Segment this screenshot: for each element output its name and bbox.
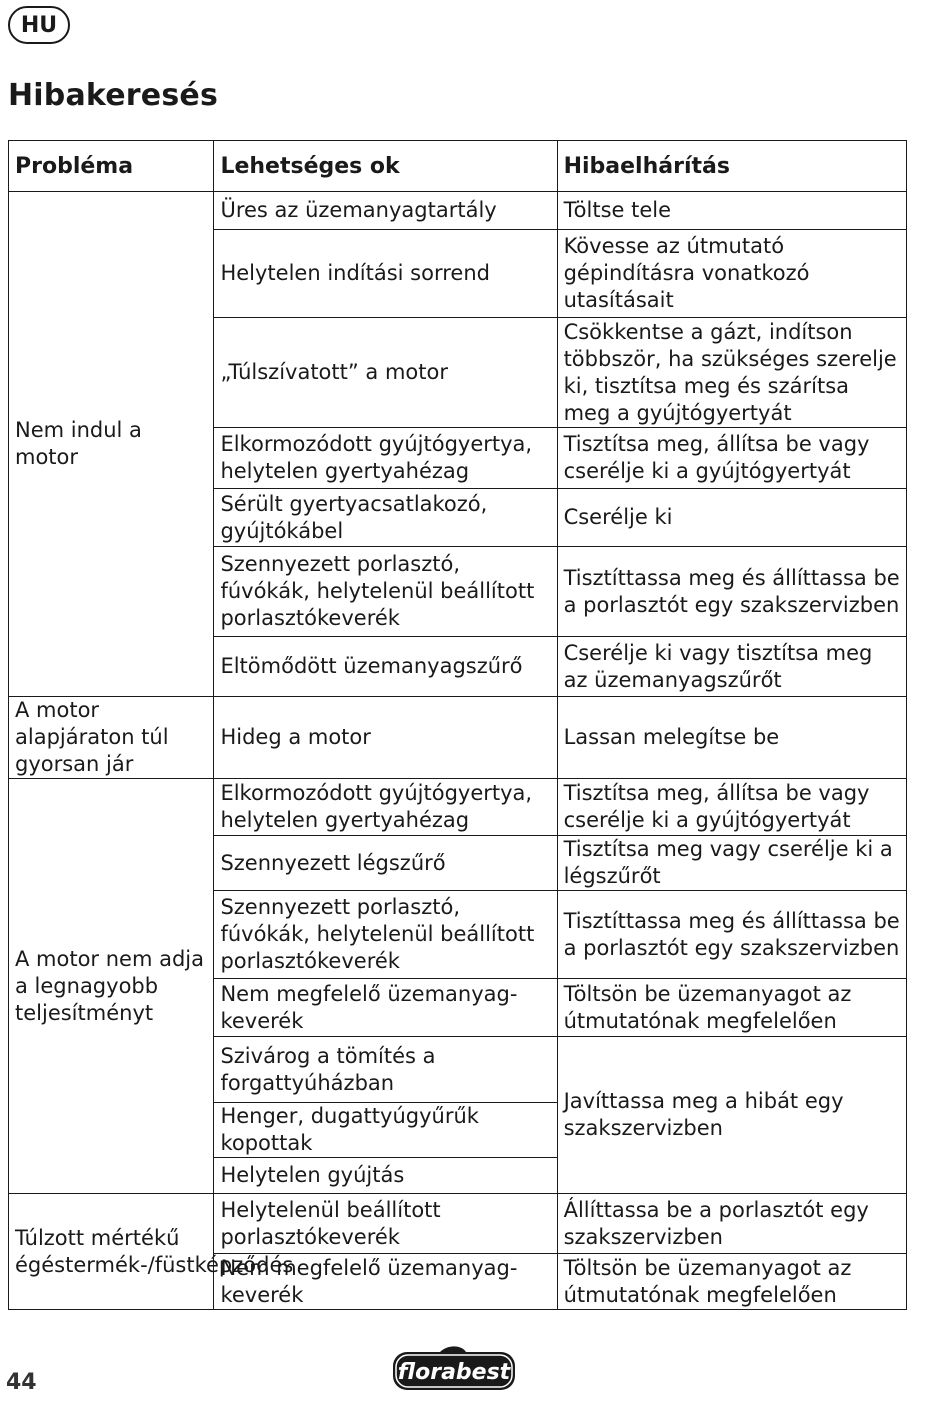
cause-cell: Elkormozódott gyújtógyertya, helytelen gyertyahézag bbox=[214, 428, 557, 489]
solution-cell: Töltse tele bbox=[557, 192, 906, 230]
cause-cell: Szivárog a tömítés a forgattyúházban bbox=[214, 1037, 557, 1103]
language-badge: HU bbox=[8, 6, 70, 44]
page-number: 44 bbox=[6, 1370, 37, 1395]
cause-cell: Szennyezett légszűrő bbox=[214, 836, 557, 891]
cause-cell: Nem megfelelő üzemanyag-keverék bbox=[214, 979, 557, 1037]
solution-cell: Tisztítsa meg vagy cserélje ki a légszűrőt bbox=[557, 836, 906, 891]
table-row bbox=[9, 1194, 907, 1254]
cause-cell: Helytelen gyújtás bbox=[214, 1158, 557, 1194]
solution-cell: Cserélje ki vagy tisztítsa meg az üzemanyagszűrőt bbox=[557, 637, 906, 697]
florabest-logo bbox=[390, 1346, 518, 1394]
problem-cell: Túlzott mértékű égéstermék-/füstképződés bbox=[9, 1194, 214, 1310]
cause-cell: Henger, dugattyúgyűrűk kopottak bbox=[214, 1103, 557, 1158]
solution-cell: Tisztíttassa meg és állíttassa be a porlasztót egy szakszervizben bbox=[557, 547, 906, 637]
brand-wordmark: florabest bbox=[397, 1360, 511, 1385]
solution-cell: Tisztíttassa meg és állíttassa be a porlasztót egy szakszervizben bbox=[557, 891, 906, 979]
solution-cell: Tisztítsa meg, állítsa be vagy cserélje ki a gyújtógyertyát bbox=[557, 428, 906, 489]
cause-cell: Eltömődött üzemanyagszűrő bbox=[214, 637, 557, 697]
header-solution: Hibaelhárítás bbox=[557, 141, 906, 192]
cause-cell: Szennyezett porlasztó, fúvókák, helytelenül beállított porlasztókeverék bbox=[214, 891, 557, 979]
cause-cell: Elkormozódott gyújtógyertya, helytelen gyertyahézag bbox=[214, 779, 557, 836]
solution-cell: Javíttassa meg a hibát egy szakszervizben bbox=[557, 1037, 906, 1194]
cause-cell: Nem megfelelő üzemanyag-keverék bbox=[214, 1254, 557, 1310]
problem-cell: Nem indul a motor bbox=[9, 192, 214, 697]
header-cause: Lehetséges ok bbox=[214, 141, 557, 192]
solution-cell: Töltsön be üzemanyagot az útmutatónak megfelelően bbox=[557, 1254, 906, 1310]
solution-cell: Csökkentse a gázt, indítson többször, ha szükséges szerelje ki, tisztítsa meg és szárítsa meg a gyújtógyertyát bbox=[557, 318, 906, 428]
troubleshooting-table bbox=[8, 140, 907, 1310]
solution-cell: Tisztítsa meg, állítsa be vagy cserélje ki a gyújtógyertyát bbox=[557, 779, 906, 836]
solution-cell: Kövesse az útmutató gépindításra vonatkozó utasításait bbox=[557, 230, 906, 318]
table-header-row bbox=[9, 141, 907, 192]
cause-cell: Hideg a motor bbox=[214, 697, 557, 779]
cause-cell: Helytelen indítási sorrend bbox=[214, 230, 557, 318]
cause-cell: Sérült gyertyacsatlakozó, gyújtókábel bbox=[214, 489, 557, 547]
cause-cell: Helytelenül beállított porlasztókeverék bbox=[214, 1194, 557, 1254]
cause-cell: Szennyezett porlasztó, fúvókák, helytelenül beállított porlasztókeverék bbox=[214, 547, 557, 637]
header-problem: Probléma bbox=[9, 141, 214, 192]
problem-cell: A motor alapjáraton túl gyorsan jár bbox=[9, 697, 214, 779]
solution-cell: Cserélje ki bbox=[557, 489, 906, 547]
table-row bbox=[9, 779, 907, 836]
solution-cell: Állíttassa be a porlasztót egy szakszervizben bbox=[557, 1194, 906, 1254]
cause-cell: Üres az üzemanyagtartály bbox=[214, 192, 557, 230]
problem-cell: A motor nem adja a legnagyobb teljesítményt bbox=[9, 779, 214, 1194]
cause-cell: „Túlszívatott” a motor bbox=[214, 318, 557, 428]
table-row bbox=[9, 192, 907, 230]
table-row bbox=[9, 697, 907, 779]
solution-cell: Töltsön be üzemanyagot az útmutatónak megfelelően bbox=[557, 979, 906, 1037]
solution-cell: Lassan melegítse be bbox=[557, 697, 906, 779]
page-title: Hibakeresés bbox=[8, 78, 219, 113]
